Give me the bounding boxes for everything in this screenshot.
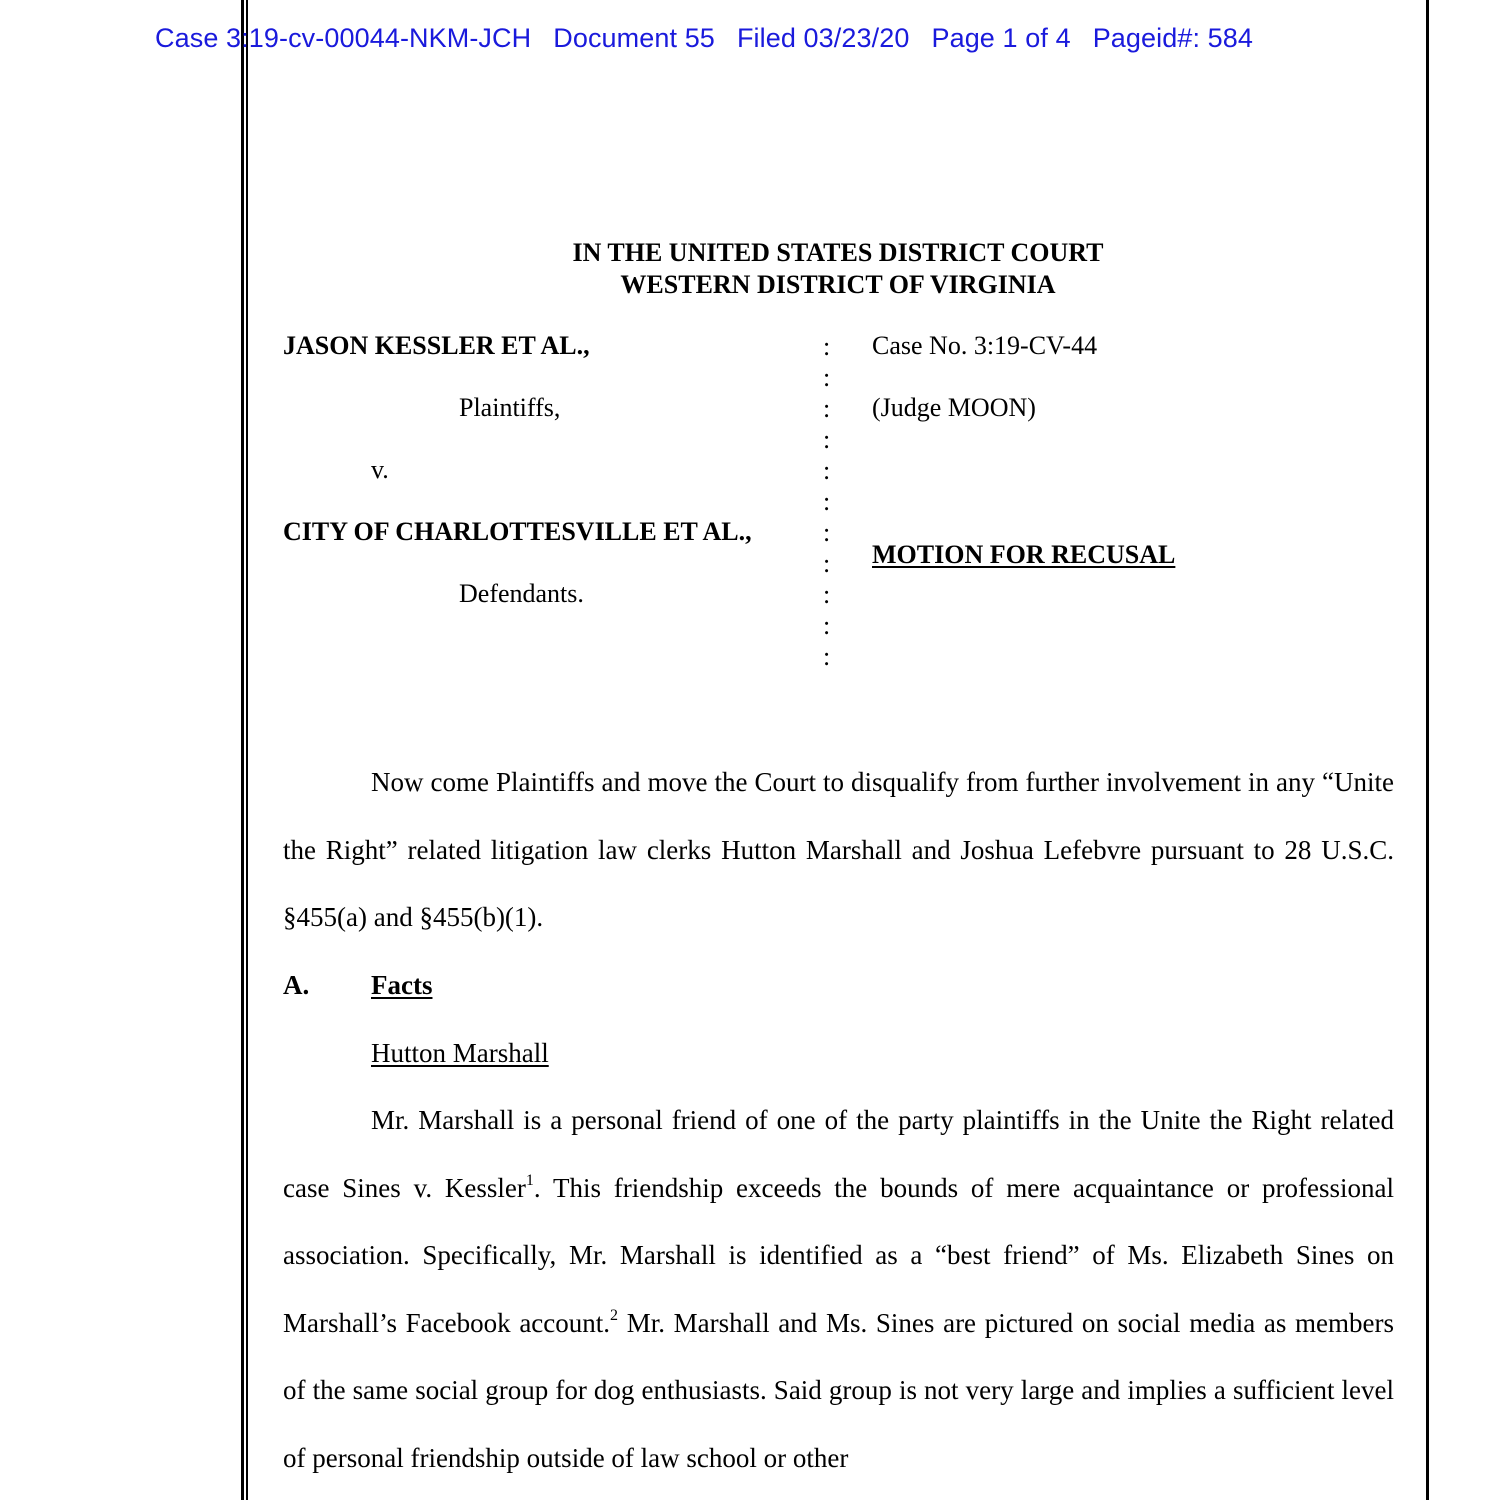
ecf-header-stamp xyxy=(155,23,1253,54)
left-margin-rule xyxy=(241,0,244,1500)
caption-colon: : xyxy=(823,580,831,609)
section-title: Facts xyxy=(371,970,433,1000)
caption-colon: : xyxy=(823,456,831,485)
judge-name: (Judge MOON) xyxy=(872,393,1036,422)
caption-colon: : xyxy=(823,425,831,454)
stamp-page-count: Page 1 of 4 xyxy=(931,23,1071,53)
motion-title: MOTION FOR RECUSAL xyxy=(872,540,1176,569)
caption-divider xyxy=(823,331,830,672)
plaintiff-role: Plaintiffs, xyxy=(459,393,561,422)
caption-colon: : xyxy=(823,642,831,671)
plaintiff-name: JASON KESSLER ET AL., xyxy=(283,331,590,360)
marshall-text-part1: Mr. Marshall is a personal friend of one of the party plaintiffs in the Unite the Right related case Sines v. Kessler xyxy=(283,1105,1394,1203)
defendant-name: CITY OF CHARLOTTESVILLE ET AL., xyxy=(283,517,752,546)
footnote-ref-2: 2 xyxy=(610,1306,619,1324)
marshall-paragraph xyxy=(283,1087,1394,1492)
left-margin-rule-inner xyxy=(246,0,248,1500)
case-number: Case No. 3:19-CV-44 xyxy=(872,331,1098,360)
defendant-role: Defendants. xyxy=(459,579,584,608)
marshall-text-part2: . This friendship exceeds the bounds of mere acquaintance or professional association. Specifically, Mr. Marshall is identified as a “best friend” of Ms. Elizabeth Sines on Marshall’s Facebook account. xyxy=(283,1172,1394,1338)
subheading-hutton-marshall: Hutton Marshall xyxy=(371,1038,549,1068)
marshall-text-part3: Mr. Marshall and Ms. Sines are pictured on social media as members of the same social group for dog enthusiasts. Said group is not very large and implies a sufficient level of personal friendship outside of law school or other xyxy=(283,1307,1394,1473)
stamp-document-number: Document 55 xyxy=(553,23,715,53)
court-district: WESTERN DISTRICT OF VIRGINIA xyxy=(620,270,1056,299)
court-name: IN THE UNITED STATES DISTRICT COURT xyxy=(572,238,1104,267)
versus: v. xyxy=(371,455,389,484)
footnote-ref-1: 1 xyxy=(525,1171,534,1189)
caption-colon: : xyxy=(823,518,831,547)
stamp-case-number: Case 3:19-cv-00044-NKM-JCH xyxy=(155,23,532,53)
section-letter: A. xyxy=(283,970,310,1000)
stamp-filed-date: Filed 03/23/20 xyxy=(736,23,910,53)
caption-colon: : xyxy=(823,363,831,392)
intro-paragraph: Now come Plaintiffs and move the Court to disqualify from further involvement in any “Unite the Right” related litigation law clerks Hutton Marshall and Joshua Lefebvre pursuant to 28 U.S.C. §455(a) and §455(b)(1). xyxy=(283,767,1394,932)
caption-colon: : xyxy=(823,487,831,516)
right-margin-rule xyxy=(1426,0,1429,1500)
caption-colon: : xyxy=(823,332,831,361)
stamp-pageid: Pageid#: 584 xyxy=(1092,23,1254,53)
court-heading xyxy=(340,237,1336,301)
caption-colon: : xyxy=(823,394,831,423)
caption-colon: : xyxy=(823,549,831,578)
caption-colon: : xyxy=(823,611,831,640)
